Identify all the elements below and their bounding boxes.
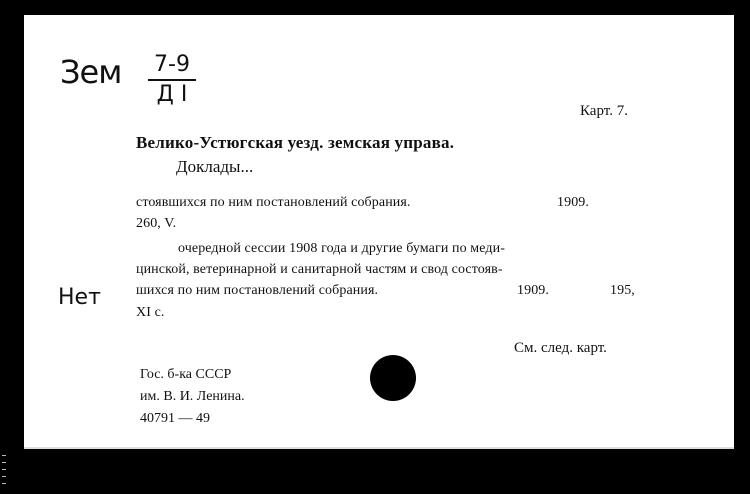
text-line-1-year: 1909.	[557, 195, 589, 210]
text-line-2: 260, V.	[136, 216, 177, 231]
scan-mark	[2, 476, 6, 477]
text-line-4: цинской, ветеринарной и санитарной частям и свод состояв-	[136, 262, 503, 277]
shelf-mark-numerator: 7-9	[154, 52, 190, 77]
see-next-card: См. след. карт.	[514, 340, 607, 356]
library-line-1: Гос. б-ка СССР	[140, 367, 232, 382]
scan-mark	[2, 469, 6, 470]
text-line-5: шихся по ним постановлений собрания.	[136, 283, 379, 298]
card-heading: Велико-Устюгская уезд. земская управа.	[136, 133, 455, 152]
shelf-mark-fraction	[148, 53, 196, 107]
text-line-3: очередной сессии 1908 года и другие бумаги по меди-	[178, 241, 505, 256]
handwritten-side-note: Нет	[58, 285, 101, 310]
library-line-2: им. В. И. Ленина.	[140, 389, 245, 404]
fraction-line	[148, 79, 196, 81]
shelf-mark-denominator: Д I	[156, 82, 188, 107]
card-number: Карт. 7.	[580, 103, 628, 119]
text-line-1: стоявшихся по ним постановлений собрания.	[136, 195, 411, 210]
text-line-5-year: 1909.	[517, 283, 549, 298]
catalog-card	[24, 15, 734, 447]
scan-mark	[2, 462, 6, 463]
punch-hole	[370, 355, 416, 401]
library-line-3: 40791 — 49	[140, 411, 210, 426]
shelf-mark-prefix: Зем	[60, 53, 122, 91]
card-edge	[24, 447, 734, 449]
card-subheading: Доклады...	[176, 157, 254, 176]
scan-mark	[2, 455, 6, 456]
text-line-6: XI с.	[136, 305, 165, 320]
scan-mark	[2, 483, 6, 484]
text-line-5-pages: 195,	[610, 283, 635, 298]
